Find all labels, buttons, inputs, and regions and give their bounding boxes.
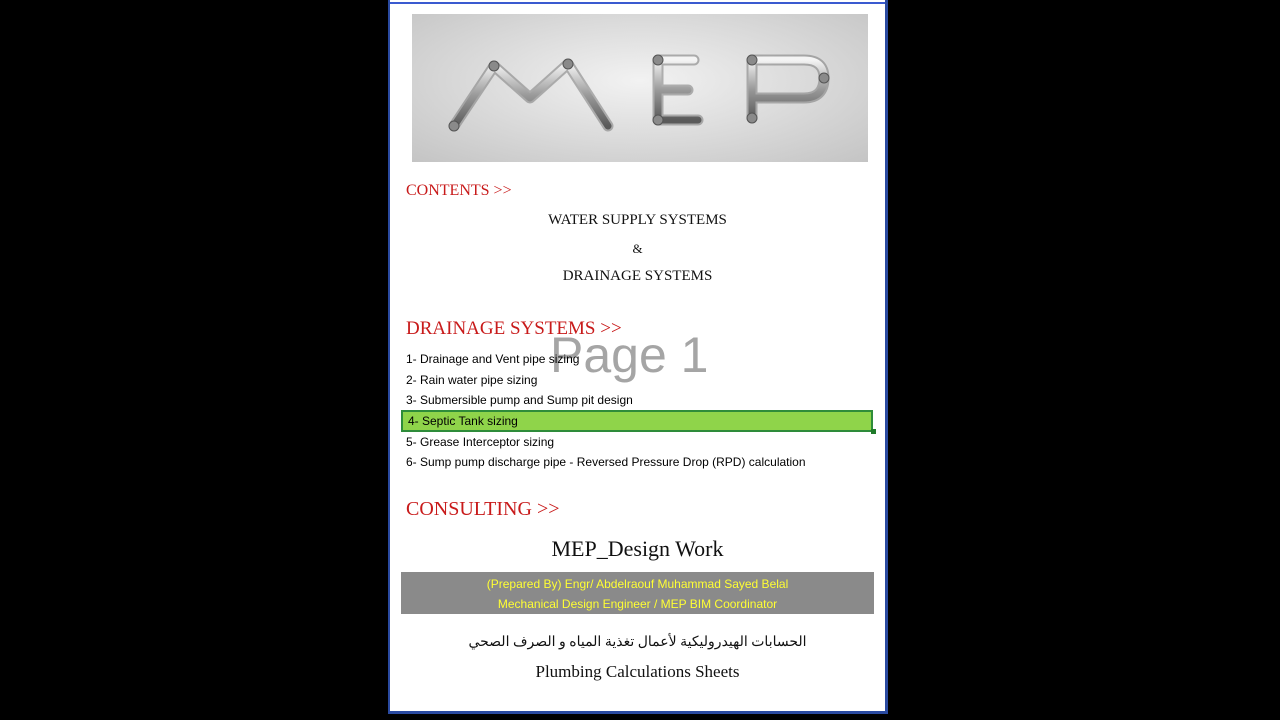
drainage-item-3[interactable]: 3- Submersible pump and Sump pit design xyxy=(406,393,633,407)
page-top-border xyxy=(390,2,885,4)
consulting-heading: CONSULTING >> xyxy=(406,498,560,520)
contents-line-water-supply: WATER SUPPLY SYSTEMS xyxy=(548,212,727,228)
contents-heading: CONTENTS >> xyxy=(406,182,512,199)
plumbing-sheets-title: Plumbing Calculations Sheets xyxy=(535,662,740,681)
drainage-item-1[interactable]: 1- Drainage and Vent pipe sizing xyxy=(406,352,580,366)
drainage-systems-heading: DRAINAGE SYSTEMS >> xyxy=(406,318,622,339)
mep-pipe-logo-icon xyxy=(412,14,868,162)
worksheet-page xyxy=(388,0,888,714)
drainage-item-5[interactable]: 5- Grease Interceptor sizing xyxy=(406,435,555,449)
mep-logo-image xyxy=(412,14,868,162)
prepared-by-line: (Prepared By) Engr/ Abdelraouf Muhammad Sayed Belal xyxy=(486,577,789,591)
arabic-title: الحسابات الهيدروليكية لأعمال تغذية المياه و الصرف الصحي xyxy=(468,635,807,650)
contents-line-ampersand: & xyxy=(632,241,643,256)
cell-fill-handle[interactable] xyxy=(871,429,876,434)
contents-line-drainage: DRAINAGE SYSTEMS xyxy=(562,268,713,284)
drainage-item-6[interactable]: 6- Sump pump discharge pipe - Reversed Pressure Drop (RPD) calculation xyxy=(406,455,806,469)
drainage-item-4-selected[interactable]: 4- Septic Tank sizing xyxy=(401,410,873,432)
prepared-by-banner xyxy=(401,572,874,614)
page-watermark: Page 1 xyxy=(550,327,709,383)
engineer-title-line: Mechanical Design Engineer / MEP BIM Coordinator xyxy=(497,597,778,611)
drainage-item-2[interactable]: 2- Rain water pipe sizing xyxy=(406,373,538,387)
design-work-title: MEP_Design Work xyxy=(551,536,724,561)
